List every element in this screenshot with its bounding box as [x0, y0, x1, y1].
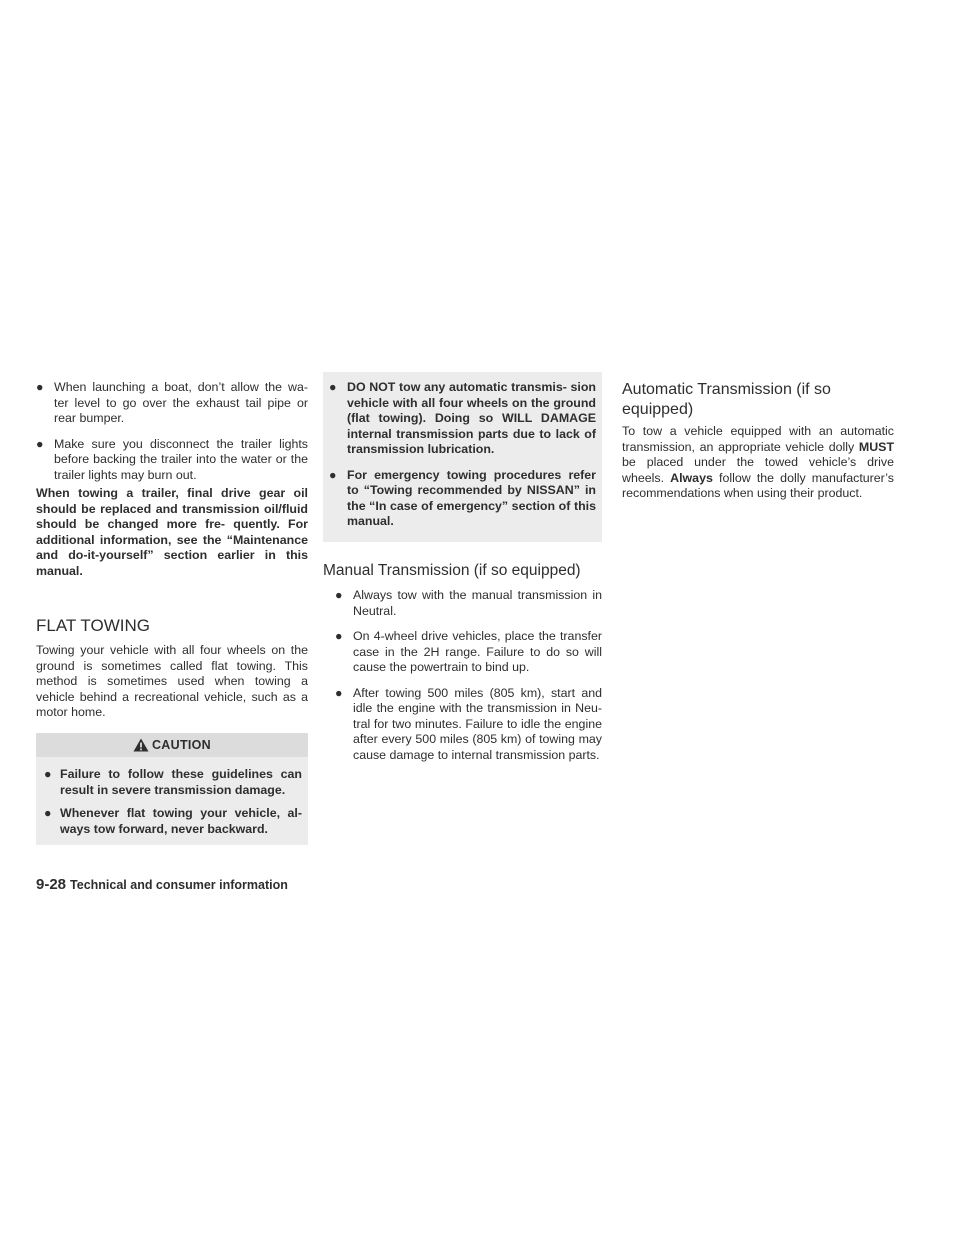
flat-towing-text: Towing your vehicle with all four wheels on the ground is sometimes called flat towing. This method is sometimes used when towing a vehicle behind a recreational vehicle, such as a motor home. — [36, 643, 308, 719]
manual-transmission-list — [335, 588, 602, 773]
bullet-icon: ● — [44, 767, 52, 781]
list-item: ● DO NOT tow any automatic transmis- sion vehicle with all four wheels on the ground (flat towing). Doing so WILL DAMAGE internal transmission parts due to lack of transmission lubrication. — [329, 380, 596, 456]
list-item: ● Whenever flat towing your vehicle, al- ways tow forward, never backward. — [44, 806, 302, 836]
section-title: Technical and consumer information — [70, 878, 288, 892]
page-number: 9-28 — [36, 876, 67, 893]
bullet-icon: ● — [335, 629, 343, 643]
list-item: ● For emergency towing procedures refer to “Towing recommended by NISSAN” in the “In case of emergency” section of this manual. — [329, 467, 596, 528]
always-emphasis: Always — [670, 470, 713, 485]
automatic-transmission-text: To tow a vehicle equipped with an automatic transmission, an appropriate vehicle dolly MUST be placed under the towed vehicle’s drive wheels. Always follow the dolly manufacturer’s recommendations when using their product. — [622, 424, 895, 500]
caution-content — [36, 757, 308, 845]
warning-icon — [133, 738, 149, 752]
list-item: ● Make sure you disconnect the trailer lights before backing the trailer into the water or the trailer lights may burn out. — [36, 436, 308, 482]
automatic-transmission-heading: Automatic Transmission (if so equipped) — [622, 381, 831, 418]
list-item: ● When launching a boat, don’t allow the wa- ter level to go over the exhaust tail pipe or rear bumper. — [36, 380, 308, 425]
caution-box — [36, 733, 308, 845]
caution-title: CAUTION — [151, 738, 212, 752]
list-item: ● After towing 500 miles (805 km), start and idle the engine with the transmission in Neu- tral for two minutes. Failure to idle the engine after every 500 miles (805 km) of towing may cause damage to internal transmission parts. — [335, 685, 602, 762]
bullet-icon: ● — [36, 436, 44, 451]
bullet-icon: ● — [335, 685, 343, 700]
warning-list — [329, 380, 596, 530]
bullet-icon: ● — [335, 588, 343, 602]
flat-towing-heading: FLAT TOWING — [36, 616, 150, 635]
list-item: ● Always tow with the manual transmission in Neutral. — [335, 588, 602, 618]
bullet-icon: ● — [44, 806, 52, 820]
manual-transmission-heading: Manual Transmission (if so equipped) — [323, 562, 581, 579]
page-footer — [36, 876, 288, 893]
gear-oil-notice: When towing a trailer, final drive gear oil should be replaced and transmission oil/fluid should be changed more fre- quently. For additional information, see the “Maintenance and do-it-yourself” section earlier in this manual. — [36, 486, 308, 578]
list-item: ● On 4-wheel drive vehicles, place the transfer case in the 2H range. Failure to do so will cause the powertrain to bind up. — [335, 629, 602, 674]
bullet-icon: ● — [36, 380, 44, 394]
boat-launch-bullets — [36, 380, 308, 493]
caution-list — [44, 767, 302, 837]
caution-header — [36, 733, 308, 757]
warning-box-continued — [323, 372, 602, 542]
bullet-icon: ● — [329, 380, 337, 394]
list-item: ● Failure to follow these guidelines can result in severe transmission damage. — [44, 767, 302, 797]
must-emphasis: MUST — [858, 439, 895, 454]
bullet-icon: ● — [329, 467, 337, 482]
